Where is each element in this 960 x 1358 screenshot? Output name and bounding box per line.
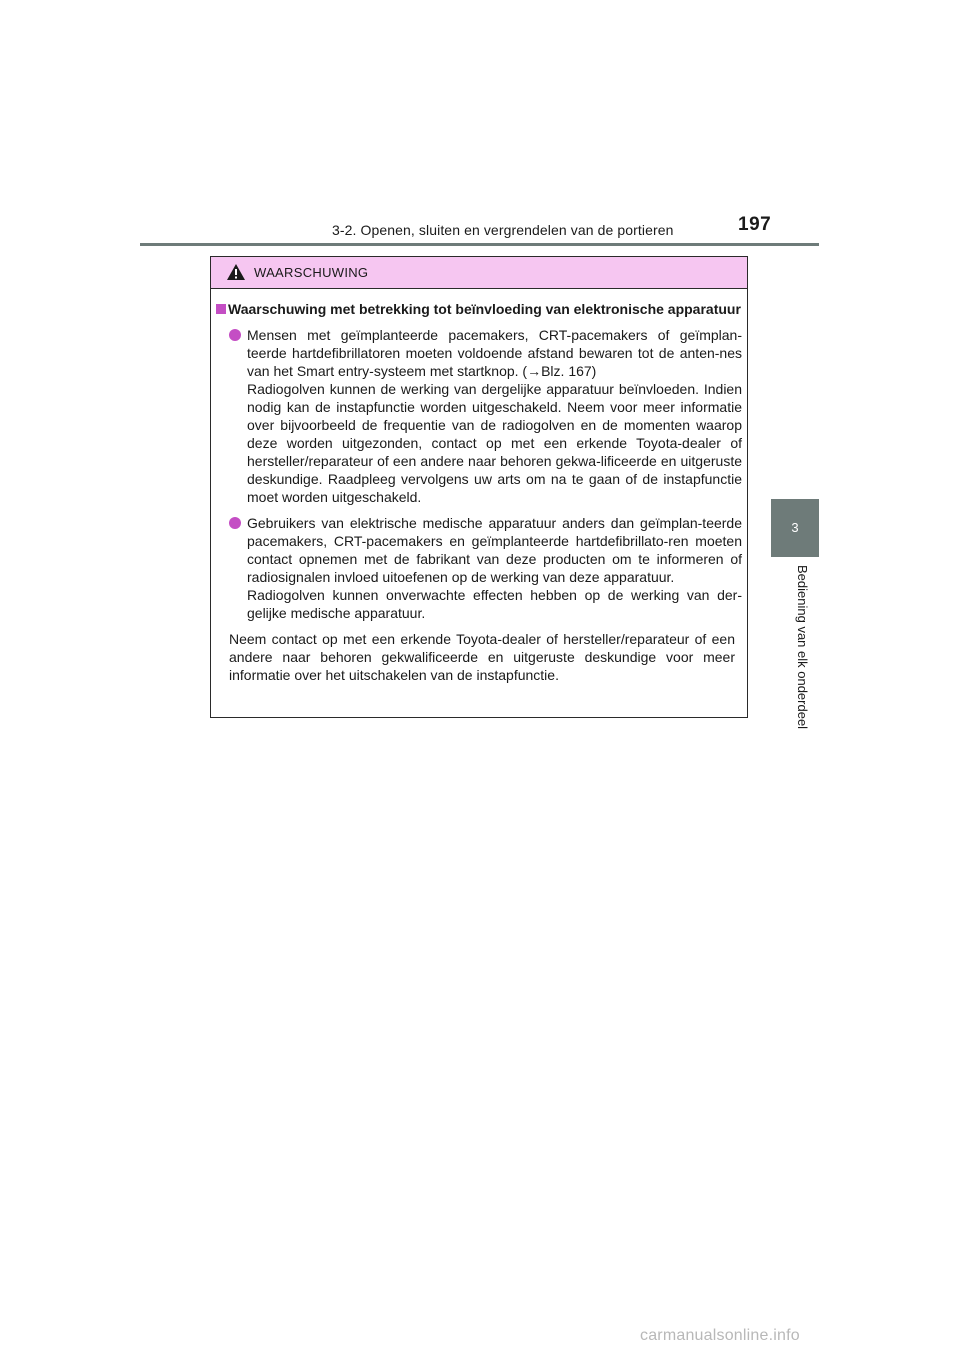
- bullet-paragraph: Gebruikers van elektrische medische apparatuur anders dan geïmplan-teerde pacemakers, CRT-pacemakers en geïmplanteerde hartdefibrillato-ren moeten contact opnemen met de fabrikant van deze producten om te informeren of radiosignalen invloed uitoefenen op de werking van deze apparatuur.: [247, 515, 742, 585]
- bullet-paragraph: Mensen met geïmplanteerde pacemakers, CRT-pacemakers of geïmplan-teerde hartdefibrillatoren moeten voldoende afstand bewaren tot de anten-nes van het Smart entry-systeem met startknop. (→Blz. 167): [247, 327, 742, 379]
- chapter-number: 3: [791, 520, 799, 535]
- warning-title: WAARSCHUWING: [254, 265, 369, 280]
- section-square-marker: [216, 304, 226, 314]
- page-number: 197: [738, 214, 772, 235]
- chapter-label: Bediening van elk onderdeel: [795, 565, 810, 730]
- page-header-title: 3-2. Openen, sluiten en vergrendelen van de portieren: [332, 222, 674, 238]
- bullet-dot-icon: [229, 517, 241, 529]
- closing-text: Neem contact op met een erkende Toyota-dealer of hersteller/reparateur of een andere naar behoren gekwalificeerde en uitgeruste deskundige voor meer informatie over het uitschakelen van de instapfunctie.: [229, 631, 735, 683]
- warning-content: [211, 289, 747, 684]
- closing-paragraph: [229, 630, 742, 684]
- bullet-item: [229, 514, 742, 622]
- warning-triangle-icon: [226, 263, 246, 281]
- bullet-paragraph: Radiogolven kunnen de werking van dergelijke apparatuur beïnvloeden. Indien nodig kan de instapfunctie worden uitgeschakeld. Neem voor meer informatie over bijvoorbeeld de frequentie van de radiogolven en de momenten waarop deze worden uitgezonden, contact op met een erkende Toyota-dealer of hersteller/reparateur of een andere naar behoren gekwa-lificeerde en uitgeruste deskundige. Raadpleeg vervolgens uw arts om na te gaan of de instapfunctie moet worden uitgeschakeld.: [247, 381, 742, 505]
- watermark: carmanualsonline.info: [640, 1327, 800, 1344]
- section-heading: [216, 300, 742, 318]
- warning-box: [210, 256, 748, 718]
- bullet-item: [229, 326, 742, 506]
- warning-header: [211, 257, 747, 289]
- chapter-tab: [771, 499, 819, 557]
- section-heading-text: Waarschuwing met betrekking tot beïnvloeding van elektronische apparatuur: [228, 301, 741, 317]
- bullet-paragraph: Radiogolven kunnen onverwachte effecten hebben op de werking van der-gelijke medische apparatuur.: [247, 587, 742, 621]
- bullet-dot-icon: [229, 329, 241, 341]
- header-rule: [140, 243, 819, 246]
